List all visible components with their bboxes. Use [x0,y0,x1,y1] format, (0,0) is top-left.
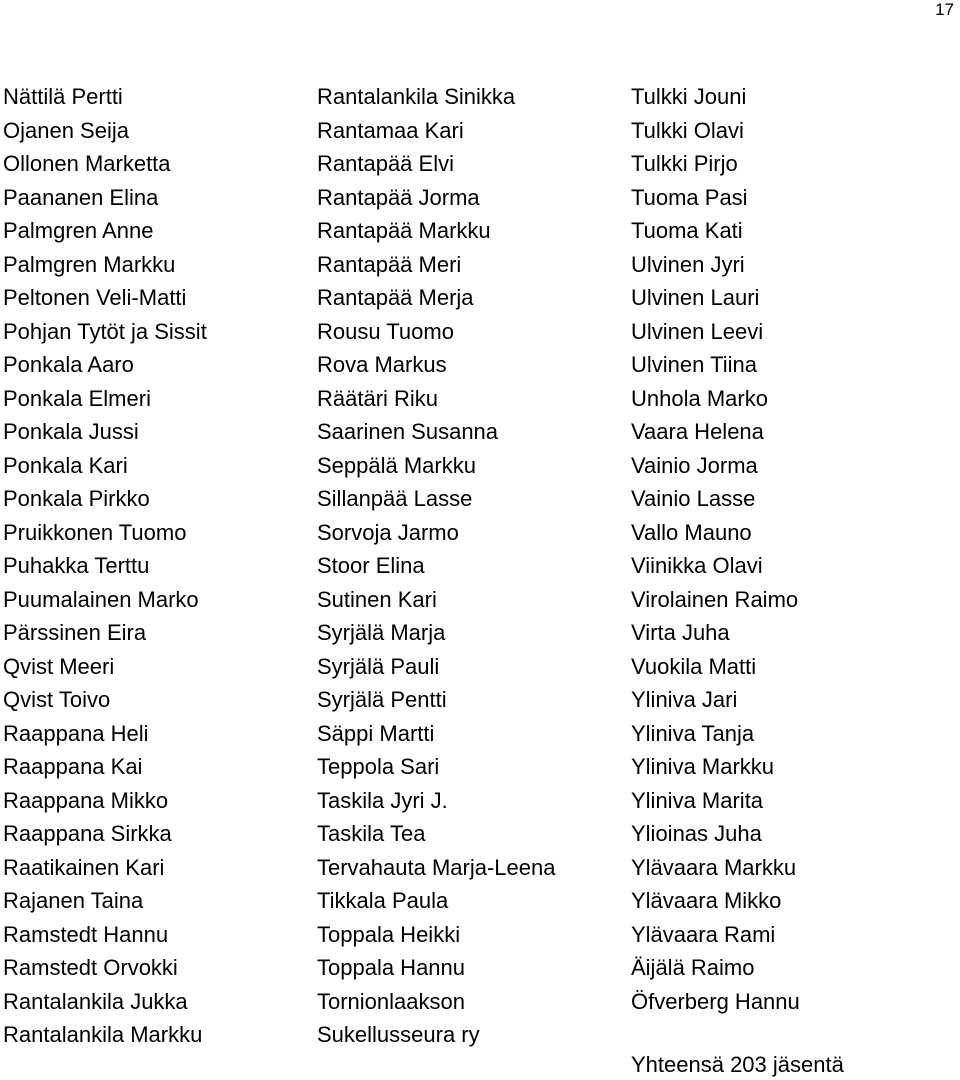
member-name: Rantapää Merja [317,285,474,310]
member-name: Ponkala Kari [3,452,128,478]
member-name: Pohjan Tytöt ja Sissit [3,318,207,344]
member-name: Ulvinen Lauri [631,285,760,310]
member-name: Rantapää Meri [317,251,462,277]
member-name: Tuoma Pasi [631,184,748,210]
member-name: Vainio Lasse [631,486,756,511]
member-name: Äijälä Raimo [631,955,755,980]
member-name: Raappana Heli [3,720,149,746]
member-name: Vaara Helena [631,419,764,444]
member-name: Toppala Hannu [317,955,466,980]
member-name: Sorvoja Jarmo [317,519,459,545]
member-name: Virolainen Raimo [631,586,799,612]
member-name: Palmgren Anne [3,218,154,243]
member-name: Vainio Jorma [631,452,758,478]
member-name: Palmgren Markku [3,251,176,277]
member-name: Rantapää Jorma [317,184,480,210]
member-name: Yliniva Jari [631,687,738,712]
member-column-1 [3,80,207,1052]
member-name: Puhakka Terttu [3,553,150,578]
member-name: Taskila Tea [317,821,426,846]
member-name: Nättilä Pertti [3,84,123,109]
member-name: Tulkki Jouni [631,84,747,109]
member-name: Ulvinen Leevi [631,318,764,344]
member-name: Ylävaara Mikko [631,888,782,913]
member-name: Säppi Martti [317,720,435,746]
member-name: Raatikainen Kari [3,854,165,880]
member-name: Viinikka Olavi [631,553,763,578]
member-name: Ylioinas Juha [631,821,762,846]
member-name: Taskila Jyri J. [317,787,448,813]
member-name: Saarinen Susanna [317,419,499,444]
member-name: Yliniva Markku [631,754,775,779]
member-column-3 [631,80,800,1018]
member-name: Toppala Heikki [317,921,461,947]
member-name: Syrjälä Pauli [317,653,440,679]
member-name: Yliniva Tanja [631,720,755,746]
member-column-2 [317,80,555,1052]
member-name: Sukellusseura ry [317,1022,480,1047]
member-name: Tulkki Olavi [631,117,744,143]
member-name: Rantalankila Markku [3,1022,203,1047]
member-name: Rantamaa Kari [317,117,464,143]
member-name: Vuokila Matti [631,653,757,679]
member-name: Ponkala Jussi [3,419,139,444]
member-name: Rantalankila Jukka [3,988,188,1014]
member-name: Tuoma Kati [631,218,743,243]
member-name: Ulvinen Jyri [631,251,745,277]
member-name: Virta Juha [631,620,730,645]
member-name: Rantapää Markku [317,218,491,243]
member-name: Raappana Mikko [3,787,169,813]
member-name: Raappana Sirkka [3,821,172,846]
member-name: Stoor Elina [317,553,425,578]
member-name: Puumalainen Marko [3,586,199,612]
member-name: Sutinen Kari [317,586,437,612]
member-name: Ramstedt Orvokki [3,955,178,980]
member-name: Rantalankila Sinikka [317,84,516,109]
member-name: Ojanen Seija [3,117,129,143]
member-name: Syrjälä Marja [317,620,446,645]
member-name: Peltonen Veli-Matti [3,285,187,310]
member-name: Ylävaara Markku [631,854,797,880]
member-name: Tornionlaakson [317,988,465,1014]
member-name: Ylävaara Rami [631,921,776,947]
member-name: Teppola Sari [317,754,440,779]
member-name: Seppälä Markku [317,452,476,478]
member-name: Räätäri Riku [317,385,439,411]
member-name: Ponkala Pirkko [3,486,150,511]
member-name: Ponkala Aaro [3,352,134,377]
member-name: Pärssinen Eira [3,620,147,645]
member-name: Ponkala Elmeri [3,385,151,411]
page-number: 17 [935,0,954,19]
member-name: Tulkki Pirjo [631,151,738,176]
member-name: Unhola Marko [631,385,768,411]
member-name: Rousu Tuomo [317,318,454,344]
member-name: Pruikkonen Tuomo [3,519,187,545]
member-name: Rova Markus [317,352,447,377]
member-name: Rantapää Elvi [317,151,454,176]
member-name: Sillanpää Lasse [317,486,473,511]
member-name: Vallo Mauno [631,519,752,545]
member-name: Öfverberg Hannu [631,988,800,1014]
member-name: Yliniva Marita [631,787,764,813]
member-name: Ramstedt Hannu [3,921,169,947]
member-name: Rajanen Taina [3,888,144,913]
member-total: Yhteensä 203 jäsentä [631,1052,844,1077]
member-name: Qvist Toivo [3,687,111,712]
member-name: Qvist Meeri [3,653,115,679]
member-name: Raappana Kai [3,754,143,779]
member-name: Ulvinen Tiina [631,352,757,377]
member-name: Ollonen Marketta [3,151,171,176]
member-name: Paananen Elina [3,184,159,210]
member-name: Tervahauta Marja-Leena [317,854,556,880]
member-name: Tikkala Paula [317,888,449,913]
member-name: Syrjälä Pentti [317,687,447,712]
